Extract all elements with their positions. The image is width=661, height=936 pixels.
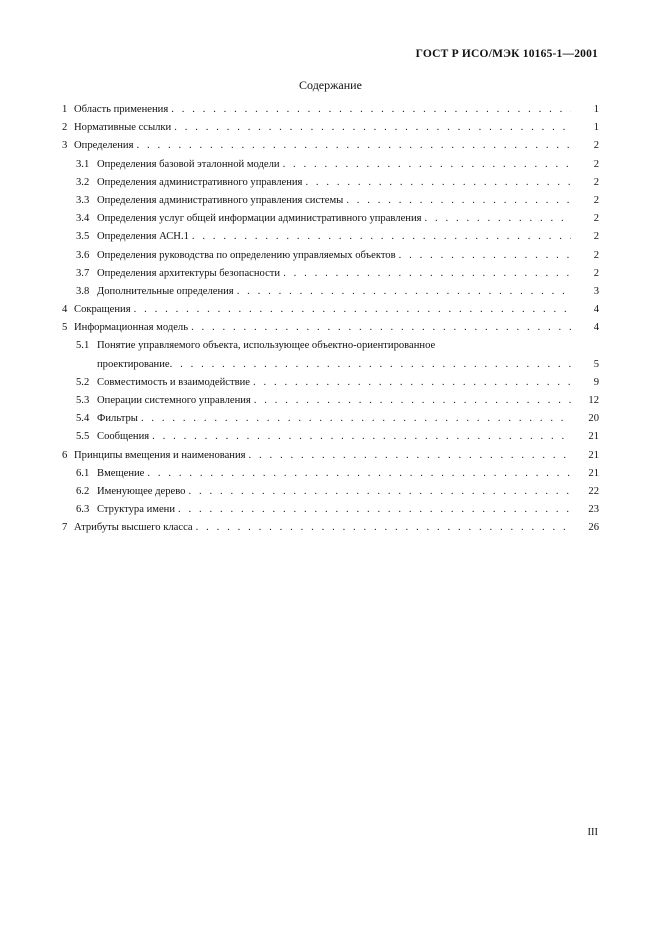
toc-entry-number: 3.4: [76, 213, 90, 225]
toc-entry-number: 5.4: [76, 413, 90, 425]
toc-entry-page: 2: [593, 267, 599, 279]
toc-entry-6-2[interactable]: [62, 483, 599, 501]
toc-entry-4[interactable]: [62, 301, 599, 319]
toc-entry-5[interactable]: [62, 319, 599, 337]
toc-entry-label: Дополнительные определения: [97, 285, 234, 297]
toc-entry-label: Область применения: [74, 104, 169, 115]
toc-entry-page: 2: [593, 231, 599, 243]
dot-leader: [302, 174, 571, 192]
toc-entry-label: Принципы вмещения и наименования: [74, 449, 246, 461]
toc-entry-page: 2: [593, 194, 599, 206]
toc-entry-page: 23: [588, 504, 599, 516]
toc-entry-label: Сообщения: [97, 431, 150, 443]
toc-entry-page: 9: [593, 376, 599, 388]
toc-entry-3-2[interactable]: [62, 174, 599, 192]
dot-leader: [189, 228, 571, 246]
dot-leader: [280, 265, 571, 283]
toc-entry-label: Определения услуг общей информации административного управления: [97, 213, 422, 225]
toc-entry-page: 12: [588, 395, 599, 406]
toc-entry-label: Определения административного управления системы: [97, 194, 344, 206]
toc-entry-number: 3.8: [76, 285, 90, 297]
toc-entry-5-5[interactable]: [62, 428, 599, 446]
toc-entry-label: Именующее дерево: [97, 485, 186, 497]
page-number: III: [587, 827, 598, 838]
toc-entry-number: 3.1: [76, 158, 90, 170]
toc-entry-2[interactable]: [62, 119, 599, 137]
toc-entry-page: 21: [588, 467, 599, 479]
toc-entry-label: Определения административного управления: [97, 176, 303, 188]
dot-leader: [175, 501, 571, 519]
dot-leader: [131, 301, 571, 319]
toc-entry-number: 5: [62, 322, 68, 334]
toc-entry-number: 3: [62, 140, 68, 152]
toc-entry-3-6[interactable]: [62, 247, 599, 265]
toc-entry-number: 3.7: [76, 267, 90, 279]
toc-entry-label: Сокращения: [74, 304, 131, 316]
toc-entry-1[interactable]: [62, 101, 599, 119]
dot-leader: [149, 428, 571, 446]
toc-entry-6-3[interactable]: [62, 501, 599, 519]
toc-entry-page: 4: [593, 304, 599, 316]
dot-leader: [246, 447, 571, 465]
toc-entry-3-7[interactable]: [62, 265, 599, 283]
toc-entry-page: 21: [588, 431, 599, 443]
toc-entry-page: 4: [593, 322, 599, 334]
toc-entry-page: 22: [588, 485, 599, 497]
toc-title: Содержание: [299, 78, 362, 92]
toc-entry-page: 5: [593, 358, 599, 370]
toc-entry-label: Атрибуты высшего класса: [74, 522, 193, 534]
toc-entry-number: 5.1: [76, 340, 90, 352]
toc-entry-label: Определения: [74, 140, 134, 152]
toc-entry-3-4[interactable]: [62, 210, 599, 228]
dot-leader: [171, 119, 571, 137]
toc-entry-label: Фильтры: [97, 413, 138, 425]
toc-entry-label: Нормативные ссылки: [74, 122, 172, 134]
toc-entry-label: Вмещение: [97, 467, 145, 479]
dot-leader: [144, 465, 571, 483]
toc-entry-number: 5.2: [76, 376, 90, 388]
toc-entry-number: 1: [62, 104, 68, 115]
toc-entry-5-1[interactable]: [62, 337, 599, 373]
toc-entry-number: 3.2: [76, 176, 90, 188]
dot-leader: [280, 156, 571, 174]
toc-entry-3[interactable]: [62, 137, 599, 155]
toc-entry-number: 6.1: [76, 467, 90, 479]
toc-entry-label: Определения АСН.1: [97, 231, 189, 243]
dot-leader: [188, 319, 571, 337]
dot-leader: [193, 519, 571, 537]
dot-leader: [422, 210, 572, 228]
dot-leader: [251, 392, 571, 410]
toc-entry-number: 5.3: [76, 395, 90, 406]
toc-entry-label: Совместимость и взаимодействие: [97, 376, 250, 388]
toc-entry-label: Операции системного управления: [97, 395, 251, 406]
toc-entry-page: 1: [593, 122, 599, 134]
toc-entry-label: Определения базовой эталонной модели: [97, 158, 280, 170]
toc-entry-number: 3.3: [76, 194, 90, 206]
toc-entry-6[interactable]: [62, 447, 599, 465]
toc-entry-label: Информационная модель: [74, 322, 189, 334]
toc-entry-page: 2: [593, 158, 599, 170]
toc-entry-page: 2: [593, 140, 599, 152]
toc-entry-page: 26: [588, 522, 599, 534]
toc-entry-label-line1: Понятие управляемого объекта, использующее объектно-ориентированное: [97, 340, 436, 352]
toc-entry-number: 5.5: [76, 431, 90, 443]
toc-entry-number: 6.2: [76, 485, 90, 497]
toc-entry-number: 7: [62, 522, 68, 534]
toc-entry-number: 4: [62, 304, 68, 316]
toc-entry-number: 3.6: [76, 249, 90, 261]
table-of-contents: [62, 101, 599, 538]
toc-entry-number: 6: [62, 449, 68, 461]
toc-entry-page: 20: [588, 413, 599, 425]
dot-leader: [138, 410, 571, 428]
toc-entry-6-1[interactable]: [62, 465, 599, 483]
toc-entry-page: 1: [593, 104, 599, 115]
toc-entry-page: 3: [593, 285, 599, 297]
toc-entry-page: 2: [593, 213, 599, 225]
toc-entry-5-4[interactable]: [62, 410, 599, 428]
toc-entry-3-1[interactable]: [62, 156, 599, 174]
toc-entry-page: 2: [593, 249, 599, 261]
toc-entry-7[interactable]: [62, 519, 599, 537]
toc-entry-number: 2: [62, 122, 68, 134]
toc-entry-5-3[interactable]: [62, 392, 599, 410]
toc-entry-label: Определения архитектуры безопасности: [97, 267, 281, 279]
toc-entry-label: Структура имени: [97, 504, 175, 516]
toc-entry-page: 21: [588, 449, 599, 461]
dot-leader: [170, 356, 571, 374]
dot-leader: [396, 247, 571, 265]
toc-entry-5-2[interactable]: [62, 374, 599, 392]
toc-entry-3-3[interactable]: [62, 192, 599, 210]
dot-leader: [234, 283, 571, 301]
dot-leader: [250, 374, 571, 392]
dot-leader: [185, 483, 571, 501]
dot-leader: [168, 101, 571, 119]
toc-entry-label-line2: проектирование: [97, 358, 170, 370]
toc-entry-number: 6.3: [76, 504, 90, 516]
toc-entry-page: 2: [593, 176, 599, 188]
toc-entry-label: Определения руководства по определению управляемых объектов: [97, 249, 396, 261]
dot-leader: [133, 137, 571, 155]
toc-entry-3-8[interactable]: [62, 283, 599, 301]
toc-entry-number: 3.5: [76, 231, 90, 243]
dot-leader: [343, 192, 571, 210]
toc-entry-3-5[interactable]: [62, 228, 599, 246]
document-header: ГОСТ Р ИСО/МЭК 10165-1—2001: [415, 48, 598, 60]
